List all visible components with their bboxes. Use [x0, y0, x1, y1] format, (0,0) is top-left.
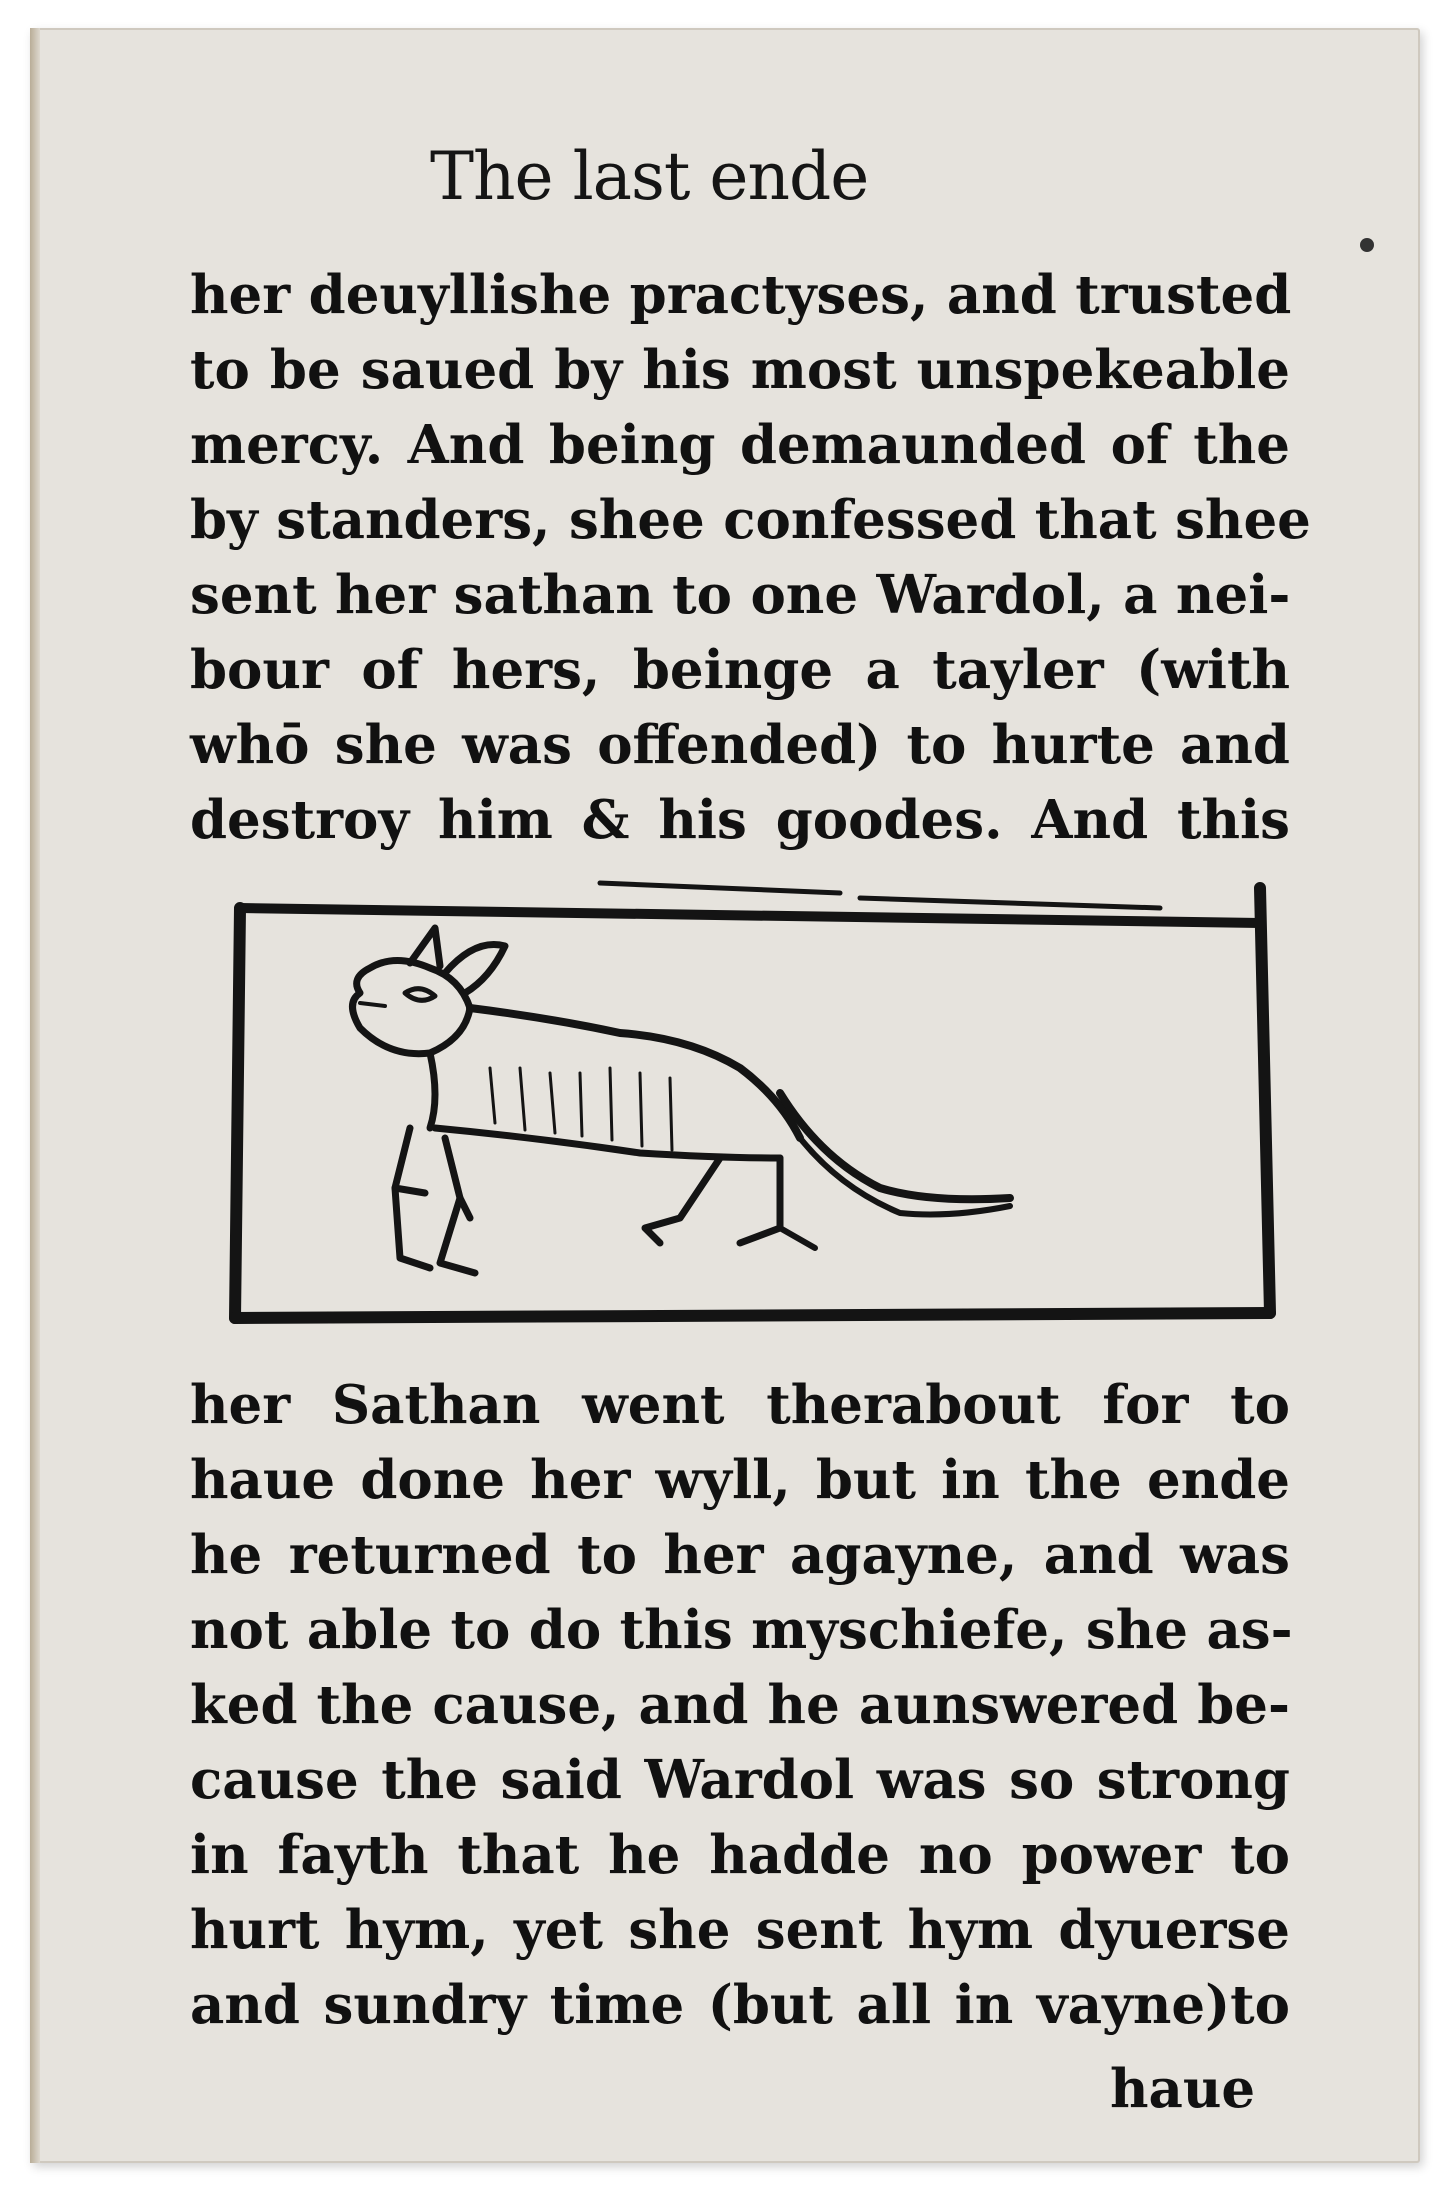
text-line: he returned to her agayne, and was — [190, 1524, 1290, 1586]
text-block-top — [190, 258, 1311, 858]
text-line: destroy him & his goodes. And this — [190, 789, 1290, 851]
text-line: not able to do this myschiefe, she as- — [190, 1599, 1293, 1661]
page-edge — [30, 28, 40, 2163]
text-line: in fayth that he hadde no power to — [190, 1824, 1290, 1886]
text-line: and sundry time (but all in vayne)to — [190, 1974, 1290, 2036]
text-line: by standers, shee confessed that shee — [190, 489, 1311, 551]
text-block-bottom — [190, 1368, 1293, 2043]
text-line: whō she was offended) to hurte and — [190, 714, 1290, 776]
text-line: haue done her wyll, but in the ende — [190, 1449, 1290, 1511]
text-line: her deuyllishe practyses, and trusted — [190, 264, 1292, 326]
text-line: mercy. And being demaunded of the — [190, 414, 1290, 476]
catchword: haue — [1110, 2058, 1256, 2120]
running-head: The last ende — [430, 138, 869, 215]
text-line: ked the cause, and he aunswered be- — [190, 1674, 1290, 1736]
text-line: hurt hym, yet she sent hym dyuerse — [190, 1899, 1290, 1961]
text-line: to be saued by his most unspekeable — [190, 339, 1290, 401]
text-line: her Sathan went therabout for to — [190, 1374, 1290, 1436]
book-page — [30, 28, 1420, 2163]
text-line: sent her sathan to one Wardol, a nei- — [190, 564, 1291, 626]
ink-speck — [1360, 238, 1374, 252]
text-line: cause the said Wardol was so strong — [190, 1749, 1290, 1811]
text-line: bour of hers, beinge a tayler (with — [190, 639, 1290, 701]
cat-woodcut-icon — [220, 868, 1300, 1338]
woodcut-illustration — [220, 868, 1300, 1338]
